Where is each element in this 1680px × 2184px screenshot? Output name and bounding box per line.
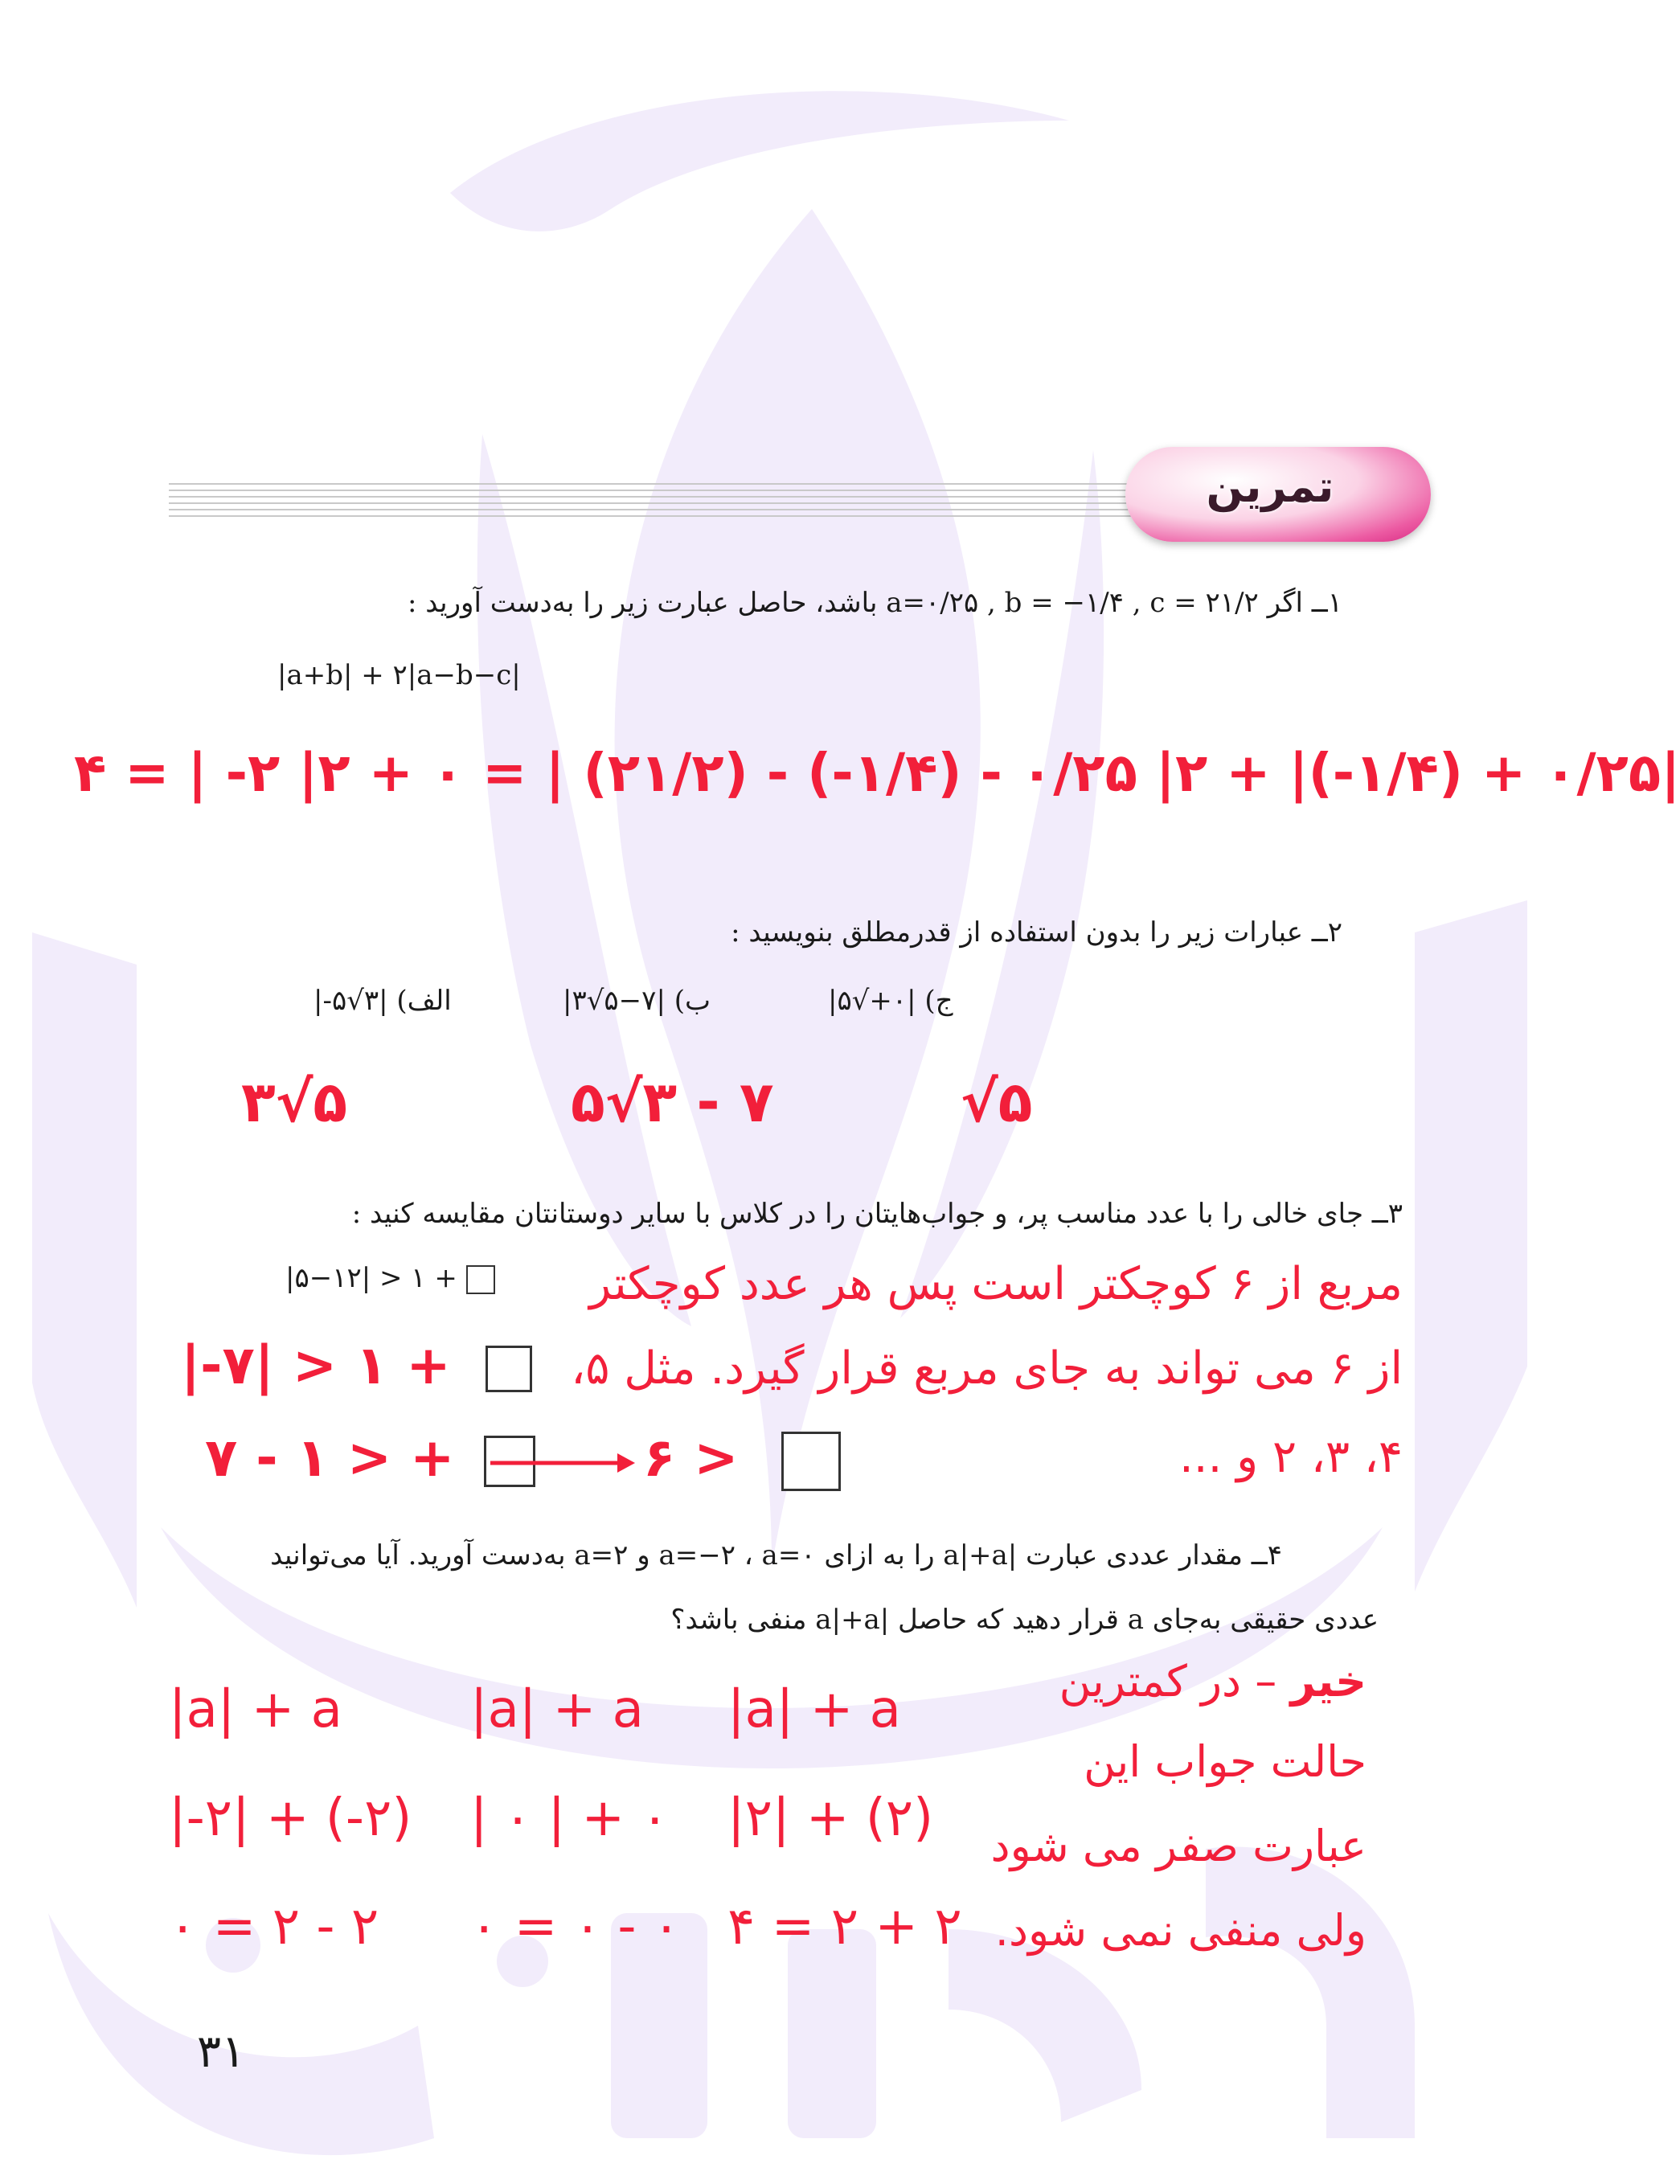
- header-rule-lines: [169, 479, 1286, 521]
- q3-note-line-1: مربع از ۶ کوچکتر است پس هر عدد کوچکتر: [589, 1258, 1403, 1310]
- q4-col-b-row-1: |a| + a: [470, 1680, 644, 1739]
- q3-prompt: ۳ــ جای خالی را با عدد مناسب پر، و جواب‌هایتان را در کلاس با سایر دوستانتان مقایسه کنید :: [351, 1198, 1403, 1230]
- q3-blank-box-4[interactable]: [781, 1432, 841, 1491]
- q3-inequality-4: [643, 1427, 841, 1491]
- q3-blank-box-1[interactable]: [466, 1265, 495, 1294]
- q4-col-b-row-3: ۰ = ۰ - ۰: [470, 1897, 681, 1957]
- q2-item-alef: الف) |۳√۵-|: [313, 985, 452, 1017]
- q4-col-a-row-1: |a| + a: [727, 1680, 901, 1739]
- q3-blank-box-2[interactable]: [486, 1346, 532, 1392]
- q4-col-b-row-2: | ۰ | + ۰: [470, 1789, 669, 1848]
- q4-col-c-row-2: |-۲| + (-۲): [169, 1789, 412, 1848]
- q2-answer-jim: √۵: [961, 1069, 1033, 1135]
- q3-inequality-3-text: ۷ - ۱ > +: [205, 1427, 455, 1489]
- q4-answer-bold: خیر: [1290, 1656, 1367, 1707]
- q4-prompt-line-2: عددی حقیقی به‌جای a قرار دهید که حاصل |a|+a منفی باشد؟: [670, 1604, 1379, 1636]
- q1-answer: [74, 727, 1680, 848]
- q4-answer-line-3: عبارت صفر می شود: [990, 1821, 1367, 1871]
- q3-inequality-2: [181, 1334, 532, 1396]
- q2-item-jim: ج) |۰+√۵|: [828, 985, 953, 1017]
- q2-prompt: ۲ــ عبارات زیر را بدون استفاده از قدرمطلق بنویسید :: [731, 916, 1342, 949]
- q2-answer-alef: ۳√۵: [241, 1069, 348, 1135]
- q3-inequality-4-text: ۶ >: [643, 1427, 739, 1489]
- q3-note-line-2: از ۶ می تواند به جای مربع قرار گیرد. مثل ۵،: [571, 1342, 1403, 1395]
- q3-note-line-3: ۴، ۳، ۲ و ...: [1178, 1431, 1403, 1483]
- q4-col-c-row-3: ۰ = ۲ - ۲: [169, 1897, 379, 1957]
- section-badge-label: تمرین: [1206, 461, 1334, 512]
- q1-prompt: ۱ــ اگر a=۰/۲۵ , b = −۱/۴ , c = ۲۱/۲ باشد، حاصل عبارت زیر را به‌دست آورید :: [408, 587, 1342, 619]
- q2-item-be: ب) |۷−۵√۳|: [563, 985, 711, 1017]
- q4-prompt-line-1: ۴ــ مقدار عددی عبارت |a|+a را به ازای a=−۲ ، a=۰ و a=۲ به‌دست آورید. آیا می‌توانید: [270, 1539, 1282, 1571]
- section-badge: [1125, 447, 1431, 542]
- q4-answer-line-1: [1059, 1656, 1367, 1707]
- q3-inequality-3: [205, 1427, 535, 1489]
- q1-answer-text: ۴ = | -۲ |۲ + ۰ = | (۲۱/۲) - (-۱/۴) - ۰/۲۵ |۲ + |(-۱/۴) + ۰/۲۵|: [74, 742, 1680, 804]
- q3-arrow-icon: [490, 1447, 635, 1479]
- q4-answer-line-4: ولی منفی نمی شود.: [994, 1905, 1367, 1956]
- page-number: ۳۱: [197, 2026, 246, 2078]
- q1-expression: |a+b| + ۲|a−b−c|: [277, 659, 521, 691]
- q4-col-a-row-2: |۲| + (۲): [727, 1789, 934, 1848]
- q3-inequality-1-text: |۵−۱۲| > ۱ +: [285, 1262, 457, 1294]
- q4-answer-line-2: حالت جواب این: [1084, 1736, 1367, 1787]
- q4-col-c-row-1: |a| + a: [169, 1680, 342, 1739]
- q3-inequality-1: [285, 1262, 495, 1294]
- q2-answer-be: ۵√۳ - ۷: [571, 1069, 774, 1135]
- q3-inequality-2-text: |-۷| > ۱ +: [181, 1334, 451, 1396]
- q4-col-a-row-3: ۴ = ۲ + ۲: [727, 1897, 962, 1957]
- q4-answer-line-1-text: – در کمترین: [1059, 1656, 1291, 1707]
